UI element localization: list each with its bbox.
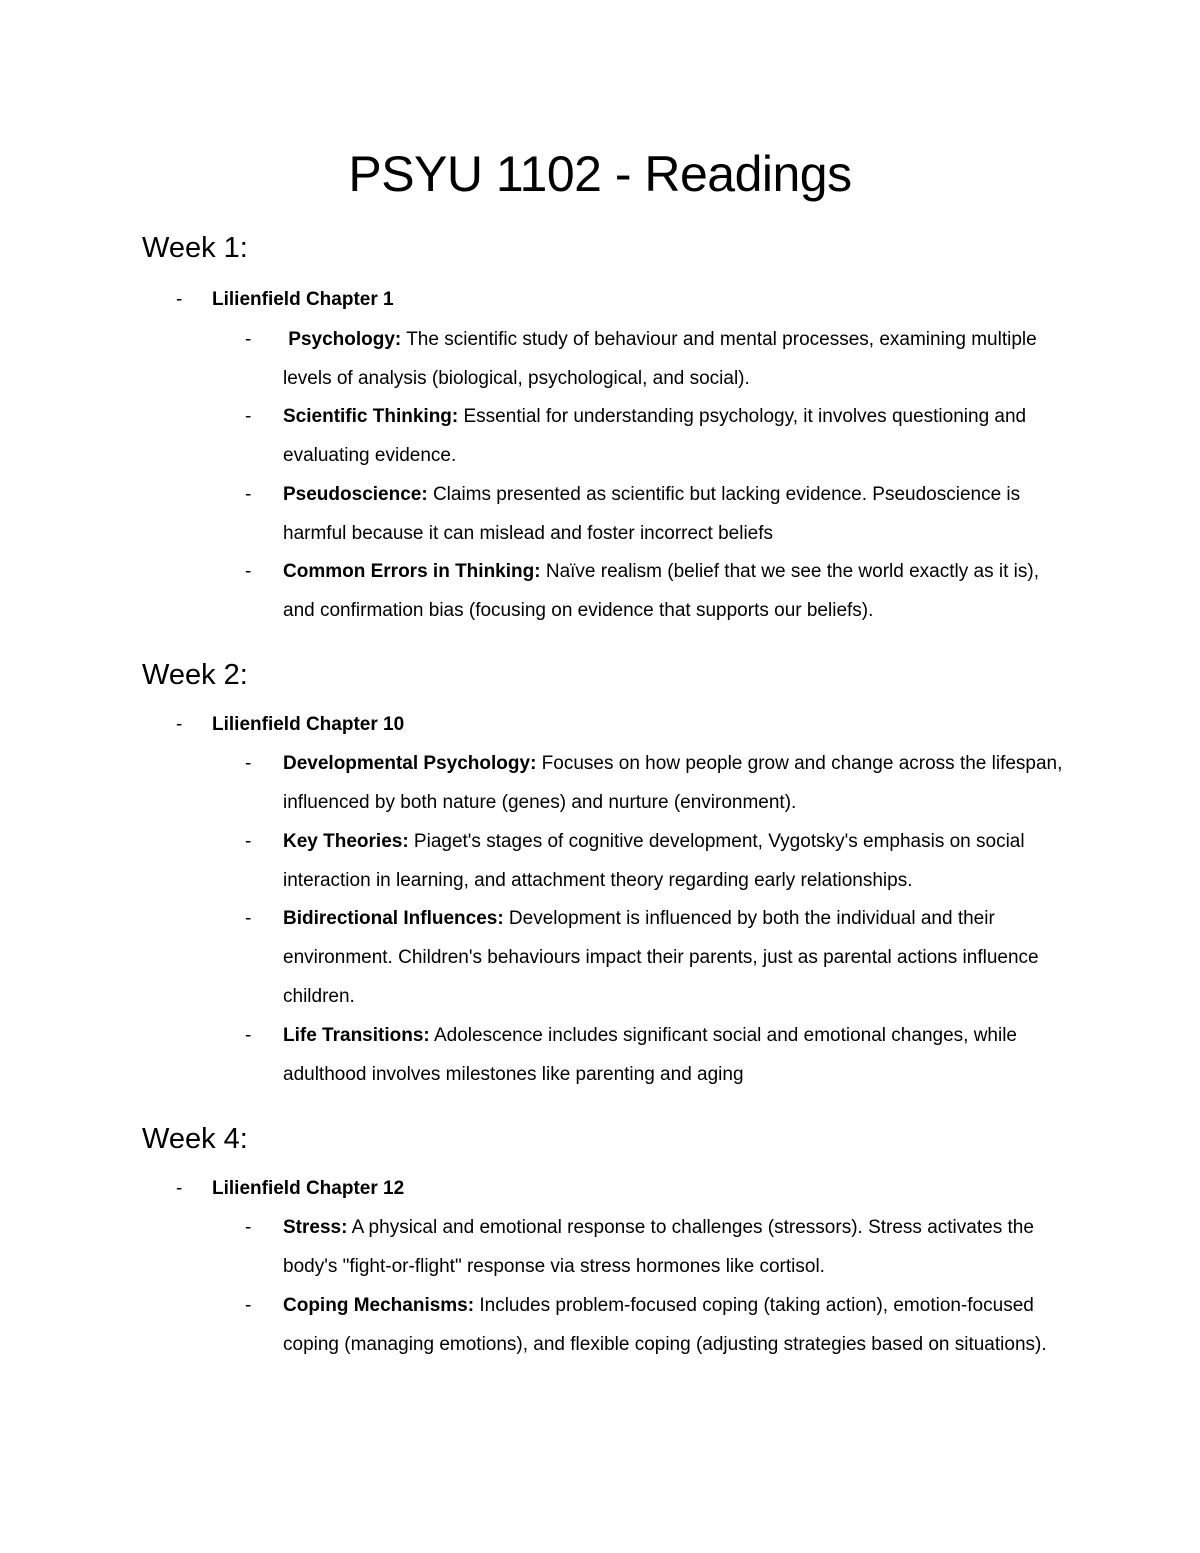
item-term: Stress: [283, 1217, 348, 1238]
item-term: Pseudoscience: [283, 484, 428, 505]
item-description: The scientific study of behaviour and mental processes, examining multiple levels of analysis (biological, psychological, and social). [283, 329, 1037, 389]
item-description: Essential for understanding psychology, it involves questioning and evaluating evidence. [283, 406, 1027, 466]
chapter-entry [176, 1176, 404, 1202]
week-heading: Week 2: [142, 659, 248, 691]
list-item [245, 552, 1065, 630]
list-dash: - [245, 1217, 252, 1238]
list-item [245, 822, 1065, 900]
list-dash: - [245, 561, 252, 582]
item-description: Development is influenced by both the individual and their environment. Children's behaviours impact their parents, just as parental actions influence children. [283, 908, 1039, 1007]
item-term: Bidirectional Influences: [283, 908, 504, 929]
list-dash: - [245, 908, 252, 929]
item-term: Psychology: [288, 329, 402, 350]
item-text [283, 1208, 1065, 1286]
item-term: Coping Mechanisms: [283, 1295, 475, 1316]
item-description: A physical and emotional response to challenges (stressors). Stress activates the body's "fight-or-flight" response via stress hormones like cortisol. [283, 1217, 1034, 1277]
item-description: Piaget's stages of cognitive development, Vygotsky's emphasis on social interaction in learning, and attachment theory regarding early relationships. [283, 831, 1025, 891]
list-item [245, 899, 1065, 1016]
item-term: Life Transitions: [283, 1025, 430, 1046]
item-text [283, 899, 1065, 1016]
list-item [245, 744, 1065, 822]
list-item [245, 1286, 1065, 1364]
list-dash: - [176, 714, 183, 735]
week-heading: Week 4: [142, 1123, 248, 1155]
item-text [283, 320, 1065, 398]
chapter-label: Lilienfield Chapter 12 [212, 1178, 405, 1199]
chapter-entry [176, 287, 394, 313]
list-dash: - [176, 1178, 183, 1199]
chapter-label: Lilienfield Chapter 10 [212, 714, 405, 735]
item-description: Includes problem-focused coping (taking action), emotion-focused coping (managing emotions), and flexible coping (adjusting strategies based on situations). [283, 1295, 1047, 1355]
chapter-entry [176, 712, 404, 738]
item-text [283, 1286, 1065, 1364]
item-description: Focuses on how people grow and change across the lifespan, influenced by both nature (genes) and nurture (environment). [283, 753, 1063, 813]
list-item [245, 1016, 1065, 1094]
list-item [245, 1208, 1065, 1286]
list-dash: - [245, 753, 252, 774]
item-text [283, 475, 1065, 553]
item-text [283, 552, 1065, 630]
list-item [245, 475, 1065, 553]
item-term: Developmental Psychology: [283, 753, 537, 774]
item-text [283, 822, 1065, 900]
list-dash: - [245, 831, 252, 852]
list-dash: - [245, 484, 252, 505]
list-item [245, 397, 1065, 475]
list-item [245, 320, 1065, 398]
list-dash: - [245, 1295, 252, 1316]
item-description: Claims presented as scientific but lacking evidence. Pseudoscience is harmful because it can mislead and foster incorrect beliefs [283, 484, 1021, 544]
item-term: Common Errors in Thinking: [283, 561, 541, 582]
item-text [283, 397, 1065, 475]
list-dash: - [245, 329, 252, 350]
item-text [283, 1016, 1065, 1094]
week-heading: Week 1: [142, 232, 248, 264]
list-dash: - [176, 289, 183, 310]
item-term: Scientific Thinking: [283, 406, 459, 427]
item-text [283, 744, 1065, 822]
list-dash: - [245, 1025, 252, 1046]
item-description: Naïve realism (belief that we see the world exactly as it is), and confirmation bias (focusing on evidence that supports our beliefs). [283, 561, 1039, 621]
item-term: Key Theories: [283, 831, 409, 852]
list-dash: - [245, 406, 252, 427]
item-description: Adolescence includes significant social and emotional changes, while adulthood involves milestones like parenting and aging [283, 1025, 1017, 1085]
page-title: PSYU 1102 - Readings [348, 146, 852, 202]
chapter-label: Lilienfield Chapter 1 [212, 289, 394, 310]
